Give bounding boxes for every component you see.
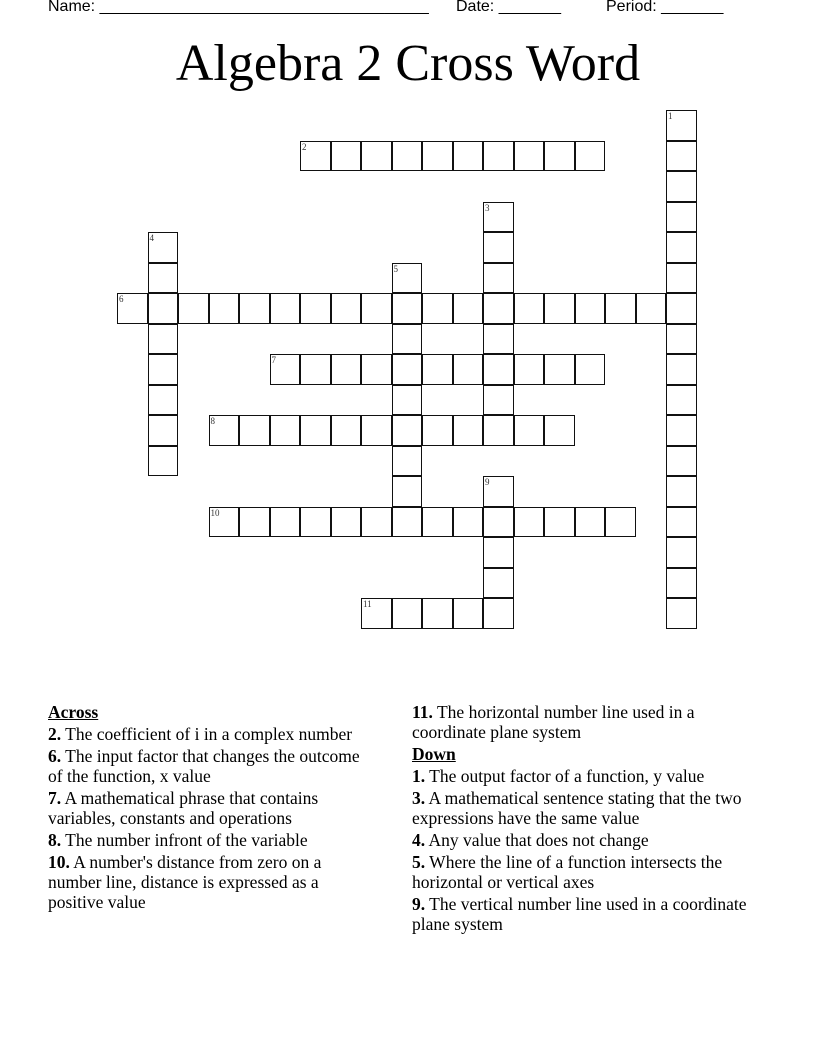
crossword-cell[interactable] [422,507,453,538]
clue-number: 2. [48,724,62,744]
crossword-cell[interactable] [483,537,514,568]
crossword-cell[interactable] [209,507,240,538]
crossword-cell[interactable] [483,293,514,324]
clue-text: The input factor that changes the outcome of the function, x value [48,746,360,786]
crossword-cell[interactable] [300,141,331,172]
crossword-cell[interactable] [666,232,697,263]
crossword-cell[interactable] [392,385,423,416]
crossword-cell[interactable] [483,415,514,446]
clue-text: The horizontal number line used in a coordinate plane system [412,702,695,742]
crossword-cell[interactable] [392,293,423,324]
clue-down-3 [412,788,752,828]
clue-down-9 [412,894,752,934]
clue-number-label: 1 [668,111,673,121]
crossword-cell[interactable] [361,141,392,172]
crossword-cell[interactable] [331,354,362,385]
clue-number-label: 11 [363,599,372,609]
crossword-cell[interactable] [422,141,453,172]
crossword-cell[interactable] [514,415,545,446]
crossword-cell[interactable] [666,598,697,629]
crossword-cell[interactable] [392,354,423,385]
clue-number: 3. [412,788,426,808]
crossword-cell[interactable] [666,202,697,233]
clue-number-label: 8 [210,416,215,426]
clue-across-11 [412,702,752,742]
crossword-cell[interactable] [300,354,331,385]
crossword-cell[interactable] [483,476,514,507]
clue-number-label: 5 [393,263,398,274]
crossword-cell[interactable] [331,293,362,324]
crossword-cell[interactable] [514,141,545,172]
clue-down-5 [412,852,752,892]
clue-number: 11. [412,702,433,722]
crossword-cell[interactable] [666,293,697,324]
crossword-cell[interactable] [666,110,697,141]
crossword-cell[interactable] [422,415,453,446]
clues-left-column [48,702,378,914]
crossword-cell[interactable] [239,507,270,538]
clue-text: A mathematical phrase that contains variables, constants and operations [48,788,319,828]
date-field[interactable]: Date: _______ [456,0,561,15]
crossword-cell[interactable] [666,324,697,355]
crossword-cell[interactable] [605,507,636,538]
clue-number-label: 4 [149,233,154,243]
crossword-cell[interactable] [392,598,423,629]
crossword-cell[interactable] [666,568,697,599]
crossword-cell[interactable] [361,293,392,324]
crossword-cell[interactable] [422,293,453,324]
clue-across-7 [48,788,378,828]
crossword-cell[interactable] [544,293,575,324]
crossword-cell[interactable] [178,293,209,324]
crossword-cell[interactable] [575,354,606,385]
crossword-cell[interactable] [514,354,545,385]
crossword-cell[interactable] [361,415,392,446]
name-field[interactable]: Name: _____________________________________ [48,0,429,15]
clue-number-label: 10 [210,507,220,518]
down-heading: Down [412,744,456,764]
clue-number-label: 3 [485,202,490,213]
clue-across-6 [48,746,378,786]
clue-text: A mathematical sentence stating that the two expressions have the same value [412,788,742,828]
clue-text: A number's distance from zero on a number line, distance is expressed as a positive value [48,852,322,912]
clue-number: 10. [48,852,70,872]
crossword-cell[interactable] [453,598,484,629]
crossword-cell[interactable] [514,507,545,538]
crossword-cell[interactable] [483,568,514,599]
crossword-cell[interactable] [392,141,423,172]
crossword-cell[interactable] [666,476,697,507]
crossword-cell[interactable] [666,415,697,446]
crossword-cell[interactable] [483,598,514,629]
crossword-cell[interactable] [483,385,514,416]
clue-across-2 [48,724,378,744]
crossword-cell[interactable] [361,354,392,385]
crossword-cell[interactable] [392,324,423,355]
crossword-cell[interactable] [666,263,697,294]
clue-number: 4. [412,830,426,850]
crossword-cell[interactable] [392,446,423,477]
clue-down-4 [412,830,752,850]
crossword-cell[interactable] [544,141,575,172]
crossword-cell[interactable] [483,324,514,355]
crossword-cell[interactable] [666,141,697,172]
crossword-cell[interactable] [666,446,697,477]
across-heading: Across [48,702,99,722]
crossword-cell[interactable] [575,507,606,538]
clue-number: 9. [412,894,426,914]
crossword-cell[interactable] [209,293,240,324]
crossword-cell[interactable] [544,354,575,385]
clue-number: 7. [48,788,62,808]
crossword-cell[interactable] [148,263,179,294]
page-title: Algebra 2 Cross Word [175,35,641,92]
crossword-cell[interactable] [666,537,697,568]
crossword-cell[interactable] [483,263,514,294]
clues-right-column [412,702,752,936]
crossword-cell[interactable] [148,354,179,385]
crossword-cell[interactable] [422,598,453,629]
crossword-cell[interactable] [453,415,484,446]
crossword-cell[interactable] [575,293,606,324]
crossword-cell[interactable] [239,415,270,446]
crossword-cell[interactable] [453,293,484,324]
crossword-cell[interactable] [483,202,514,233]
crossword-cell[interactable] [483,232,514,263]
clue-down-1 [412,766,752,786]
crossword-cell[interactable] [392,507,423,538]
clue-number-label: 7 [271,355,276,365]
crossword-cell[interactable] [270,507,301,538]
crossword-cell[interactable] [300,293,331,324]
crossword-cell[interactable] [361,507,392,538]
clue-number: 8. [48,830,62,850]
clue-number: 6. [48,746,62,766]
clue-number-label: 9 [485,477,490,487]
crossword-cell[interactable] [453,354,484,385]
crossword-cell[interactable] [483,354,514,385]
crossword-cell[interactable] [605,293,636,324]
crossword-cell[interactable] [148,324,179,355]
clue-text: Any value that does not change [425,830,649,850]
crossword-cell[interactable] [270,415,301,446]
crossword-cell[interactable] [666,385,697,416]
crossword-cell[interactable] [300,415,331,446]
crossword-cell[interactable] [575,141,606,172]
crossword-cell[interactable] [544,507,575,538]
clue-number: 1. [412,766,426,786]
crossword-cell[interactable] [148,415,179,446]
crossword-cell[interactable] [392,476,423,507]
crossword-cell[interactable] [392,415,423,446]
crossword-cell[interactable] [483,141,514,172]
clue-text: The coefficient of i in a complex number [61,724,353,744]
clue-text: Where the line of a function intersects the horizontal or vertical axes [412,852,723,892]
crossword-cell[interactable] [331,415,362,446]
crossword-cell[interactable] [148,232,179,263]
crossword-cell[interactable] [453,141,484,172]
crossword-cell[interactable] [392,263,423,294]
crossword-cell[interactable] [361,598,392,629]
crossword-cell[interactable] [331,141,362,172]
clue-number-label: 6 [119,294,124,304]
crossword-cell[interactable] [636,293,667,324]
clue-text: The output factor of a function, y value [425,766,705,786]
clue-across-10 [48,852,378,912]
crossword-cell[interactable] [666,507,697,538]
crossword-cell[interactable] [270,293,301,324]
crossword-cell[interactable] [483,507,514,538]
crossword-cell[interactable] [666,354,697,385]
clue-number: 5. [412,852,426,872]
crossword-cell[interactable] [331,507,362,538]
crossword-cell[interactable] [209,415,240,446]
crossword-cell[interactable] [666,171,697,202]
crossword-cell[interactable] [514,293,545,324]
crossword-cell[interactable] [300,507,331,538]
clue-across-8 [48,830,378,850]
clue-number-label: 2 [302,141,307,152]
crossword-cell[interactable] [544,415,575,446]
clue-text: The vertical number line used in a coordinate plane system [412,894,747,934]
crossword-cell[interactable] [148,385,179,416]
crossword-cell[interactable] [148,446,179,477]
crossword-cell[interactable] [239,293,270,324]
period-field[interactable]: Period: _______ [606,0,724,15]
crossword-cell[interactable] [270,354,301,385]
crossword-cell[interactable] [148,293,179,324]
crossword-cell[interactable] [453,507,484,538]
crossword-cell[interactable] [422,354,453,385]
crossword-cell[interactable] [117,293,148,324]
clue-text: The number infront of the variable [61,830,308,850]
